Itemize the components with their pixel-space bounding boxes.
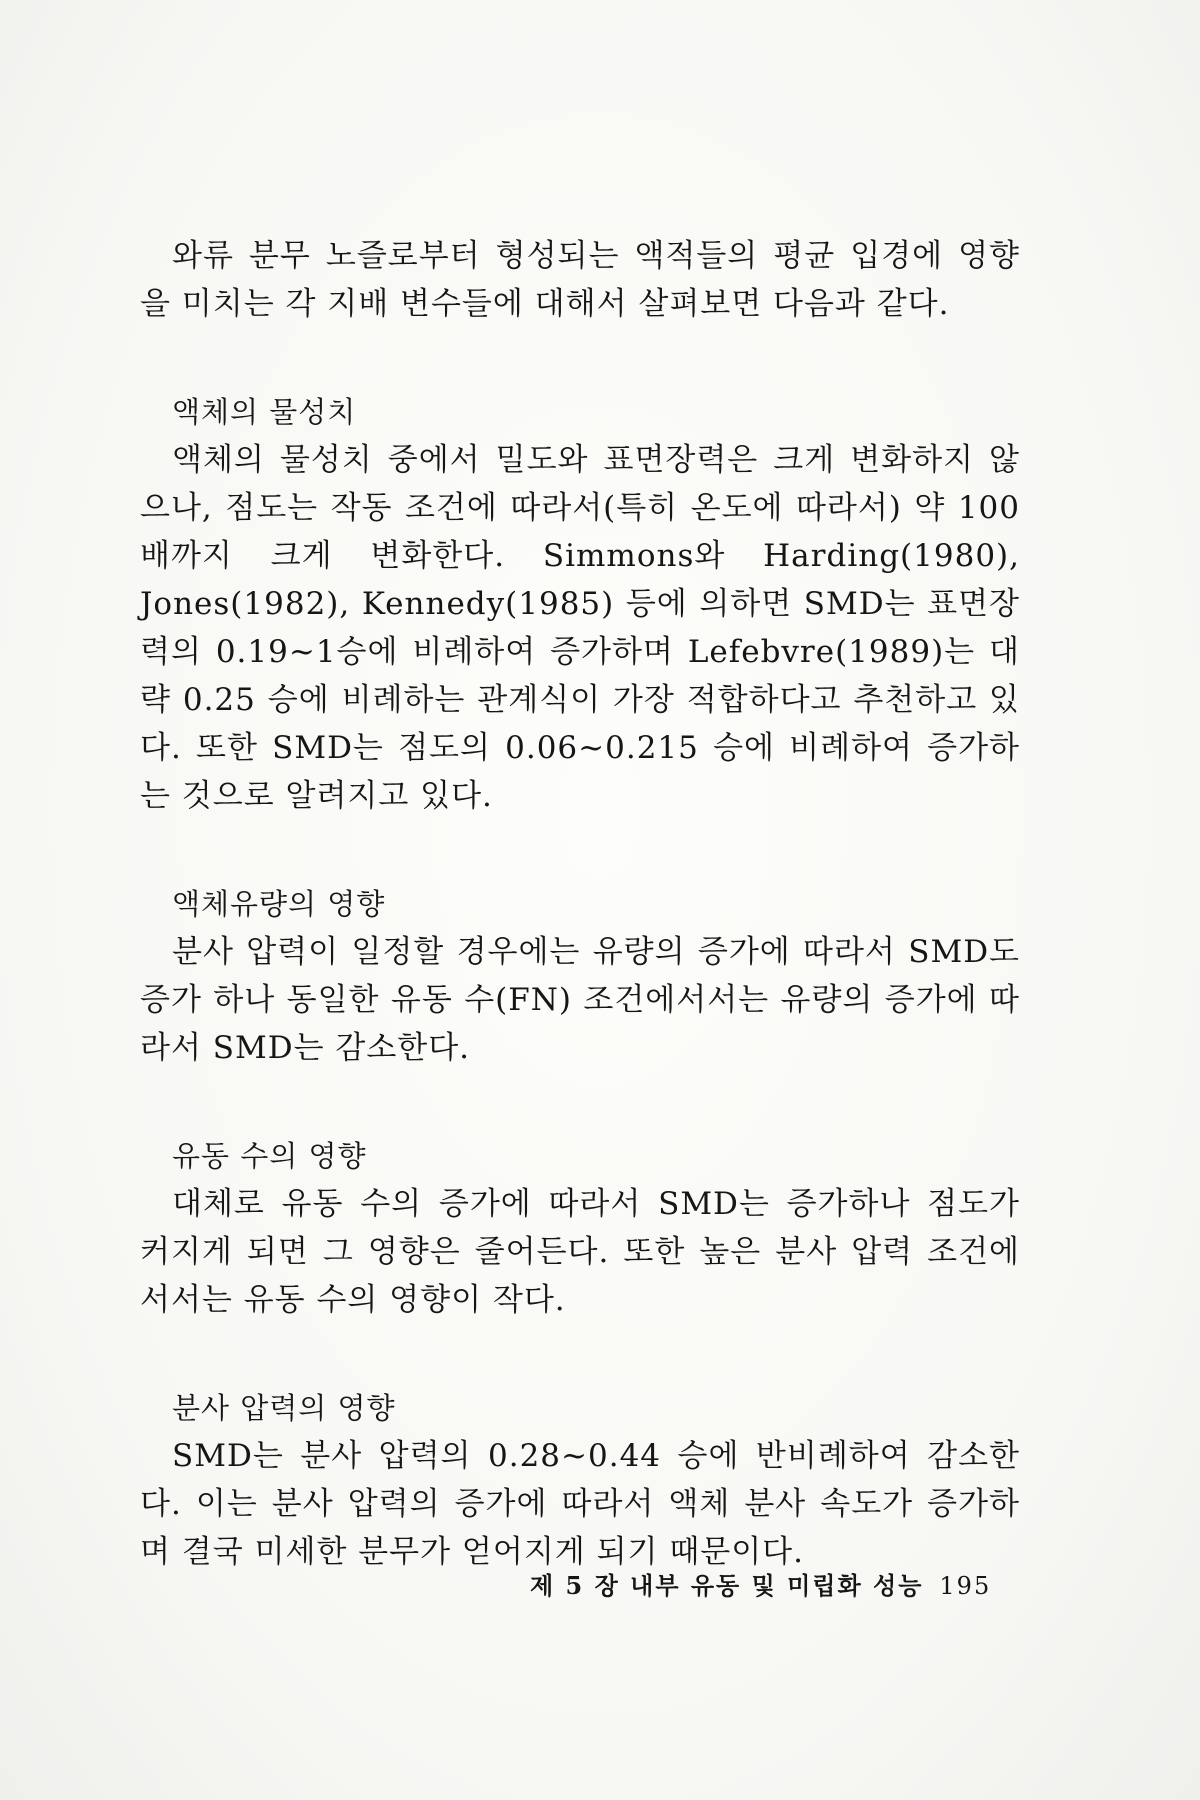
section-heading: 분사 압력의 영향 (172, 1391, 396, 1425)
section-body: 대체로 유동 수의 증가에 따라서 SMD는 증가하나 점도가 커지게 되면 그 영향은 줄어든다. 또한 높은 분사 압력 조건에서서는 유동 수의 영향이 작다. (140, 1186, 1020, 1318)
section-injection-pressure (140, 1384, 1020, 1576)
section-flow-number (140, 1132, 1020, 1324)
section-body: SMD는 분사 압력의 0.28~0.44 승에 반비례하여 감소한다. 이는 분사 압력의 증가에 따라서 액체 분사 속도가 증가하며 결국 미세한 분무가 얻어지게 되기 때문이다. (140, 1438, 1020, 1570)
section-heading: 액체유량의 영향 (172, 887, 386, 921)
section-heading: 액체의 물성치 (172, 395, 357, 429)
section-liquid-properties (140, 388, 1020, 820)
page-content (140, 232, 1020, 1576)
page-footer (530, 1566, 991, 1601)
page-number: 195 (939, 1572, 992, 1600)
intro-paragraph: 와류 분무 노즐로부터 형성되는 액적들의 평균 입경에 영향을 미치는 각 지배 변수들에 대해서 살펴보면 다음과 같다. (140, 238, 1020, 322)
section-heading: 유동 수의 영향 (172, 1139, 367, 1173)
section-body: 액체의 물성치 중에서 밀도와 표면장력은 크게 변화하지 않으나, 점도는 작동 조건에 따라서(특히 온도에 따라서) 약 100배까지 크게 변화한다. Simmons와 Harding(1980), Jones(1982), Kennedy(1985) 등에 의하면 SMD는 표면장력의 0.19~1승에 비례하여 증가하며 Lefebvre(1989)는 대략 0.25 승에 비례하는 관계식이 가장 적합하다고 추천하고 있다. 또한 SMD는 점도의 0.06~0.215 승에 비례하여 증가하는 것으로 알려지고 있다. (140, 442, 1020, 814)
section-liquid-flow-rate (140, 880, 1020, 1072)
section-body: 분사 압력이 일정할 경우에는 유량의 증가에 따라서 SMD도 증가 하나 동일한 유동 수(FN) 조건에서서는 유량의 증가에 따라서 SMD는 감소한다. (140, 934, 1020, 1066)
chapter-title: 제 5 장 내부 유동 및 미립화 성능 (530, 1571, 924, 1600)
